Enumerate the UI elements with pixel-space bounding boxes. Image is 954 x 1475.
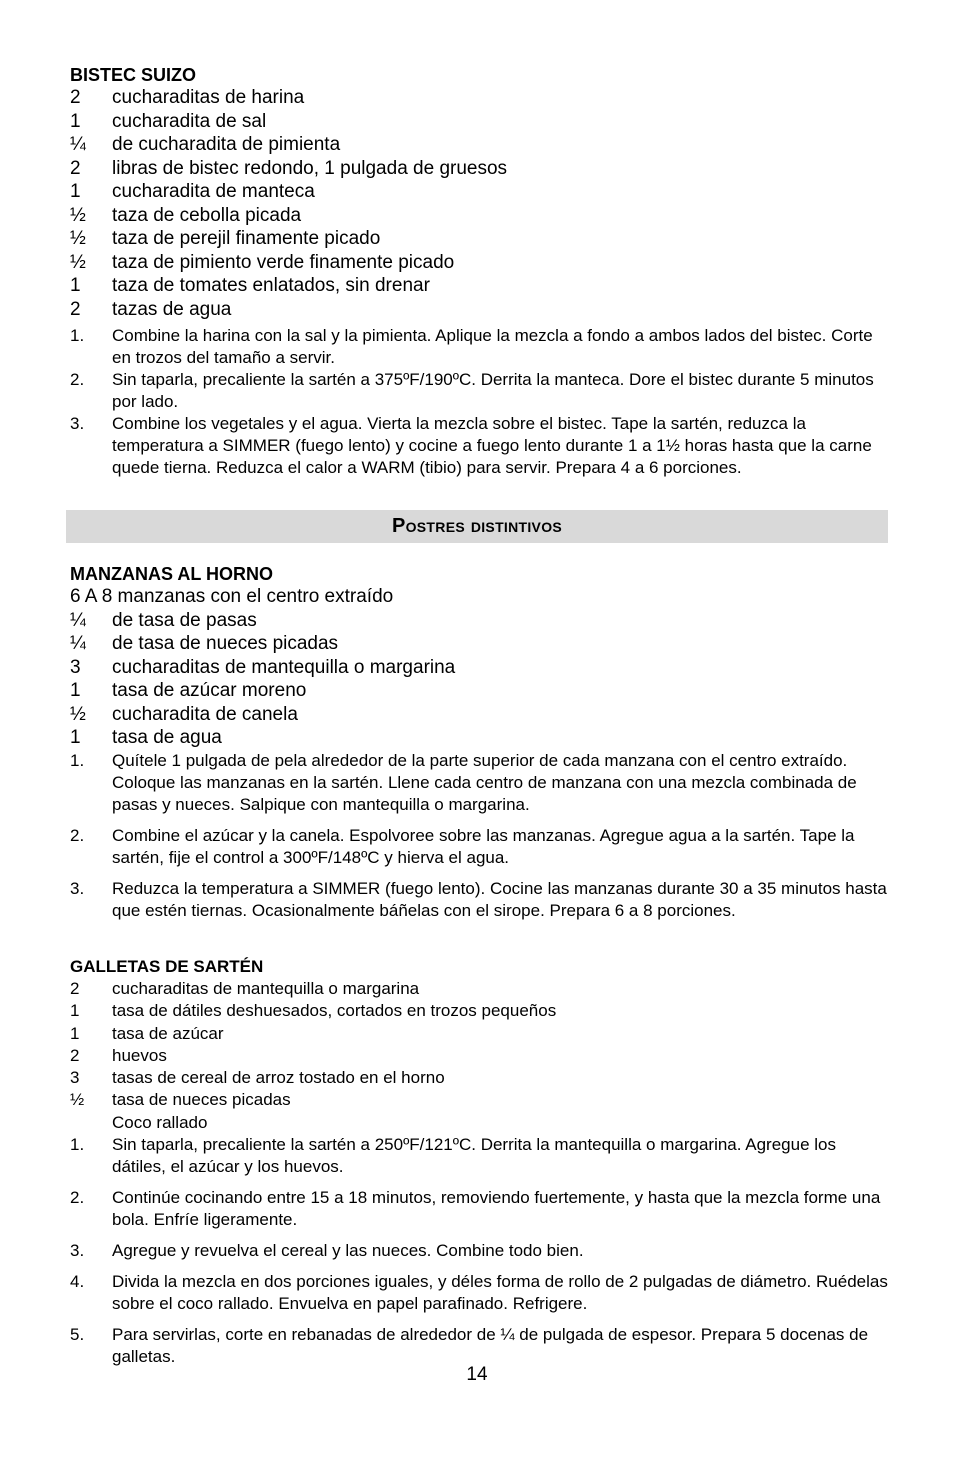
- ingredient-qty: ½: [70, 1090, 85, 1110]
- ingredient-qty: 2: [70, 87, 81, 108]
- step: [70, 325, 888, 369]
- step: [70, 1240, 888, 1262]
- ingredient-text: taza de cebolla picada: [112, 204, 302, 226]
- ingredient: [70, 1023, 888, 1045]
- ingredient-text: taza de tomates enlatados, sin drenar: [112, 275, 430, 296]
- ingredient-text: cucharaditas de mantequilla o margarina: [112, 979, 420, 998]
- ingredient: [70, 180, 888, 204]
- ingredient-text: Coco rallado: [112, 1112, 208, 1132]
- ingredient-text: de tasa de pasas: [112, 609, 257, 631]
- ingredient-qty: 1: [70, 181, 81, 202]
- ingredient: [70, 679, 888, 703]
- ingredient-text: cucharaditas de harina: [112, 87, 305, 108]
- ingredient-text: de tasa de nueces picadas: [112, 633, 339, 654]
- ingredient-text: cucharadita de canela: [112, 703, 298, 725]
- ingredient-text: cucharadita de manteca: [112, 181, 315, 202]
- ingredient-text: tasa de nueces picadas: [112, 1090, 291, 1110]
- step-text: Reduzca la temperatura a SIMMER (fuego lento). Cocine las manzanas durante 30 a 35 minutos hasta que estén tiernas. Ocasionalmente báñelas con el sirope. Prepara 6 a 8 porciones.: [112, 878, 887, 920]
- ingredient-qty: ¼: [70, 134, 86, 155]
- ingredient-text: cucharaditas de mantequilla o margarina: [112, 656, 456, 678]
- recipe-title: BISTEC SUIZO: [70, 65, 197, 85]
- ingredient: [70, 251, 888, 275]
- ingredient-text: tasas de cereal de arroz tostado en el horno: [112, 1068, 445, 1088]
- ingredient-qty: 3: [70, 656, 81, 678]
- ingredient: [70, 1089, 888, 1111]
- ingredient-list: [70, 86, 888, 321]
- ingredient-qty: 1: [70, 1023, 80, 1043]
- ingredient-qty: [70, 1112, 112, 1134]
- step-text: Agregue y revuelva el cereal y las nueces. Combine todo bien.: [112, 1241, 584, 1261]
- ingredient-text: cucharadita de sal: [112, 110, 267, 132]
- ingredient-qty: 1: [70, 727, 81, 748]
- ingredient-qty: ¼: [70, 633, 86, 654]
- ingredient-text: libras de bistec redondo, 1 pulgada de gruesos: [112, 157, 508, 179]
- ingredient-qty: 2: [70, 979, 80, 998]
- ingredient-text: huevos: [112, 1045, 167, 1065]
- ingredient-first-line: [70, 585, 888, 609]
- ingredient: [70, 1067, 888, 1089]
- recipe-title: GALLETAS DE SARTÉN: [70, 957, 264, 976]
- ingredient-qty: ¼: [70, 609, 86, 631]
- ingredient: [70, 110, 888, 134]
- step: [70, 1187, 888, 1231]
- step: [70, 1134, 888, 1178]
- ingredient-qty: ½: [70, 204, 86, 226]
- step-number: 5.: [70, 1325, 85, 1345]
- ingredient: [70, 274, 888, 298]
- step: [70, 369, 888, 413]
- ingredient-text: tasa de azúcar: [112, 1023, 224, 1043]
- step-text: Quítele 1 pulgada de pela alrededor de la parte superior de cada manzana con el centro extraído. Coloque las manzanas en la sartén. Llene cada centro de manzana con una mezcla combinada de pasas y nueces. Salpique con mantequilla o margarina.: [112, 750, 857, 814]
- step-text: Combine el azúcar y la canela. Espolvoree sobre las manzanas. Agregue agua a la sartén. Tape la sartén, fije el control a 300ºF/148ºC y hierva el agua.: [112, 825, 855, 867]
- ingredient: [70, 1000, 888, 1022]
- ingredient-qty: 2: [70, 1045, 80, 1065]
- ingredient-qty: 3: [70, 1068, 80, 1088]
- recipe-bistec-suizo: [70, 64, 888, 479]
- step-number: 4.: [70, 1272, 85, 1292]
- step-number: 3.: [70, 1241, 85, 1261]
- ingredient-text: taza de perejil finamente picado: [112, 228, 381, 249]
- ingredient-qty: ½: [70, 228, 86, 249]
- section-heading-band: [66, 510, 888, 543]
- recipe-title: MANZANAS AL HORNO: [70, 564, 273, 584]
- ingredient: [70, 609, 888, 633]
- step: [70, 750, 888, 816]
- ingredient-text: taza de pimiento verde finamente picado: [112, 251, 455, 273]
- step-number: 2.: [70, 370, 85, 389]
- ingredient: [70, 656, 888, 680]
- ingredient: [70, 298, 888, 322]
- ingredient-qty: 1: [70, 275, 81, 296]
- step-number: 2.: [70, 825, 85, 845]
- step-text: Combine la harina con la sal y la pimienta. Aplique la mezcla a fondo a ambos lados del bistec. Corte en trozos del tamaño a servir.: [112, 326, 873, 367]
- ingredient: [70, 157, 888, 181]
- recipe-manzanas-al-horno: [70, 563, 888, 922]
- ingredient-text: de cucharadita de pimienta: [112, 134, 341, 155]
- ingredient: [70, 632, 888, 656]
- ingredient: [70, 703, 888, 727]
- ingredient-text: tasa de azúcar moreno: [112, 680, 307, 701]
- step-list: [70, 325, 888, 479]
- step-text: Para servirlas, corte en rebanadas de alrededor de ¼ de pulgada de espesor. Prepara 5 docenas de galletas.: [112, 1325, 869, 1367]
- ingredient: [70, 227, 888, 251]
- step-text: Sin taparla, precaliente la sartén a 250ºF/121ºC. Derrita la mantequilla o margarina. Agregue los dátiles, el azúcar y los huevos.: [112, 1135, 836, 1177]
- ingredient-qty: ½: [70, 703, 86, 725]
- ingredient-text: tasa de dátiles deshuesados, cortados en trozos pequeños: [112, 1001, 557, 1021]
- ingredient-text: 6 A 8 manzanas con el centro extraído: [70, 586, 394, 607]
- step-text: Divida la mezcla en dos porciones iguales, y déles forma de rollo de 2 pulgadas de diámetro. Ruédelas sobre el coco rallado. Envuelva en papel parafinado. Refrigere.: [112, 1272, 888, 1314]
- step: [70, 413, 888, 479]
- ingredient: [70, 133, 888, 157]
- ingredient-qty: 2: [70, 298, 81, 320]
- ingredient: [70, 1045, 888, 1067]
- step-text: Continúe cocinando entre 15 a 18 minutos, removiendo fuertemente, y hasta que la mezcla forme una bola. Enfríe ligeramente.: [112, 1188, 881, 1230]
- step-text: Sin taparla, precaliente la sartén a 375ºF/190ºC. Derrita la manteca. Dore el bistec durante 5 minutos por lado.: [112, 370, 874, 411]
- ingredient: [70, 978, 888, 1000]
- step-number: 1.: [70, 1135, 85, 1155]
- step: [70, 1324, 888, 1368]
- step: [70, 825, 888, 869]
- ingredient-text: tazas de agua: [112, 298, 232, 320]
- ingredient-qty: 1: [70, 1001, 80, 1021]
- ingredient: [70, 204, 888, 228]
- step-number: 3.: [70, 878, 85, 898]
- step: [70, 1271, 888, 1315]
- section-heading: Postres distintivos: [391, 515, 563, 537]
- ingredient-qty: 2: [70, 157, 81, 179]
- ingredient: [70, 86, 888, 110]
- ingredient-text: tasa de agua: [112, 727, 222, 748]
- step-number: 1.: [70, 326, 85, 345]
- ingredient-qty: ½: [70, 251, 86, 273]
- recipe-galletas-de-sarten: [70, 956, 888, 1368]
- step-text: Combine los vegetales y el agua. Vierta la mezcla sobre el bistec. Tape la sartén, reduzca la temperatura a SIMMER (fuego lento) y cocine a fuego lento durante 1 a 1½ horas hasta que la carne quede tierna. Reduzca el calor a WARM (tibio) para servir. Prepara 4 a 6 porciones.: [112, 414, 872, 477]
- ingredient-qty: 1: [70, 110, 81, 132]
- step-number: 3.: [70, 414, 85, 433]
- page-number: 14: [466, 1364, 488, 1385]
- ingredient: [70, 726, 888, 750]
- ingredient-qty: 1: [70, 680, 81, 701]
- step-number: 1.: [70, 750, 85, 770]
- step: [70, 878, 888, 922]
- ingredient: [70, 1112, 888, 1134]
- step-number: 2.: [70, 1188, 85, 1208]
